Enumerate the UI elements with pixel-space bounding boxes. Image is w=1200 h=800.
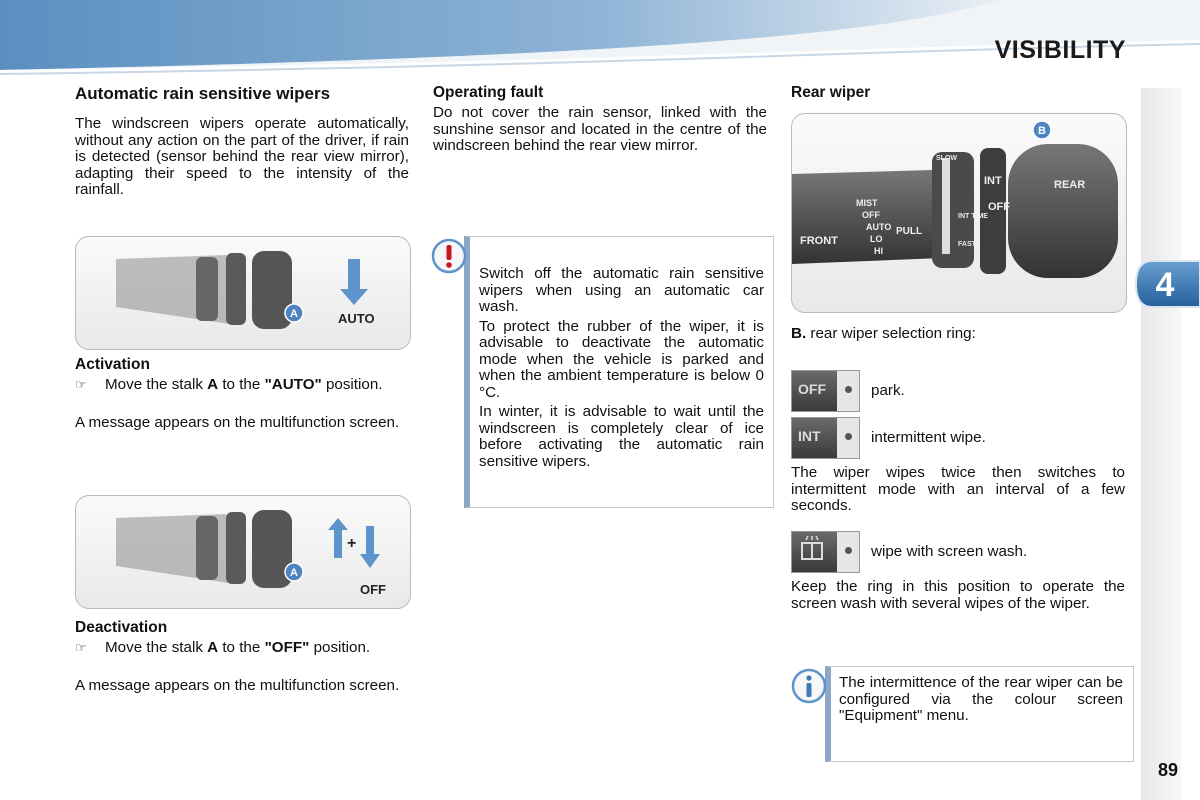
- activation-bullet: ☞ Move the stalk A to the "AUTO" position.: [75, 376, 383, 393]
- callout-a-2: A: [290, 567, 298, 579]
- ring-int-text: intermittent wipe.: [871, 429, 986, 446]
- rear-stalk-illustration: [792, 114, 1126, 312]
- callout-a-1: A: [290, 308, 298, 320]
- pointing-hand-icon: ☞: [75, 377, 87, 392]
- heading-rain-wipers: Automatic rain sensitive wipers: [75, 84, 331, 103]
- deactivation-message: A message appears on the multifunction screen.: [75, 677, 400, 694]
- off-label: OFF: [360, 582, 386, 597]
- ring-off-text: park.: [871, 382, 905, 399]
- svg-text:OFF: OFF: [862, 210, 880, 220]
- ring-int-icon: INT: [791, 417, 860, 459]
- heading-deactivation: Deactivation: [75, 619, 168, 636]
- figure-off-stalk: [75, 495, 411, 609]
- intro-paragraph: The windscreen wipers operate automatically, without any action on the part of the driver, if rain is detected (sensor behind the rear view mirror), adapting their speed to the intensity of the rainfall.: [75, 115, 409, 198]
- ring-wash-text: wipe with screen wash.: [871, 543, 1028, 560]
- heading-operating-fault: Operating fault: [433, 84, 544, 101]
- figure-auto-stalk: [75, 236, 411, 350]
- svg-text:REAR: REAR: [1054, 179, 1086, 191]
- svg-text:SLOW: SLOW: [936, 155, 957, 162]
- stalk-off-illustration: [76, 496, 410, 608]
- svg-text:PULL: PULL: [896, 226, 923, 237]
- chapter-number: 4: [1155, 266, 1175, 304]
- warning-box: [464, 236, 774, 508]
- section-title: VISIBILITY: [994, 36, 1126, 64]
- page-number: 89: [1158, 760, 1179, 780]
- ring-off-icon: OFF: [791, 370, 860, 412]
- callout-b: B: [1038, 125, 1046, 137]
- ring-intro: B. rear wiper selection ring:: [791, 325, 976, 342]
- plus-label: +: [347, 535, 357, 552]
- auto-label: AUTO: [338, 311, 375, 326]
- stalk-auto-illustration: [76, 237, 410, 349]
- warning-exclamation-icon: [431, 238, 467, 274]
- screen-wash-icon: [792, 532, 836, 572]
- operating-fault-text: Do not cover the rain sensor, linked with the sunshine sensor and located in the centre of the windscreen behind the rear view mirror.: [433, 104, 767, 154]
- svg-text:MIST: MIST: [856, 198, 878, 208]
- heading-activation: Activation: [75, 356, 150, 373]
- ring-wash-icon: [791, 531, 860, 573]
- svg-text:LO: LO: [870, 234, 883, 244]
- figure-rear-wiper-stalk: [791, 113, 1127, 313]
- warning-paragraph-3: In winter, it is advisable to wait until the windscreen is completely clear of ice before activating the automatic rain sensitive wipers.: [479, 403, 764, 470]
- svg-text:HI: HI: [874, 246, 883, 256]
- warning-paragraph-1: Switch off the automatic rain sensitive wipers when using an automatic car wash.: [479, 265, 764, 315]
- chapter-strip: [1141, 88, 1181, 800]
- heading-rear-wiper: Rear wiper: [791, 84, 871, 101]
- warning-paragraph-2: To protect the rubber of the wiper, it is advisable to deactivate the automatic mode when the vehicle is parked and when the ambient temperature is below 0 °C.: [479, 317, 764, 401]
- wash-note: Keep the ring in this position to operate the screen wash with several wipes of the wiper.: [791, 578, 1125, 612]
- svg-text:AUTO: AUTO: [866, 222, 892, 232]
- deactivation-bullet: ☞ Move the stalk A to the "OFF" position.: [75, 639, 371, 656]
- svg-text:FRONT: FRONT: [800, 235, 838, 247]
- activation-message: A message appears on the multifunction screen.: [75, 414, 400, 431]
- info-text: The intermittence of the rear wiper can be configured via the colour screen "Equipment" menu.: [839, 674, 1123, 724]
- info-box: [825, 666, 1134, 762]
- int-note: The wiper wipes twice then switches to intermittent mode with an interval of a few seconds.: [791, 464, 1125, 514]
- svg-text:FAST: FAST: [958, 241, 976, 248]
- pointing-hand-icon: ☞: [75, 640, 87, 655]
- svg-text:OFF: OFF: [988, 201, 1010, 213]
- svg-text:INT TIME: INT TIME: [958, 213, 988, 220]
- info-icon: [791, 668, 827, 704]
- svg-text:INT: INT: [984, 175, 1002, 187]
